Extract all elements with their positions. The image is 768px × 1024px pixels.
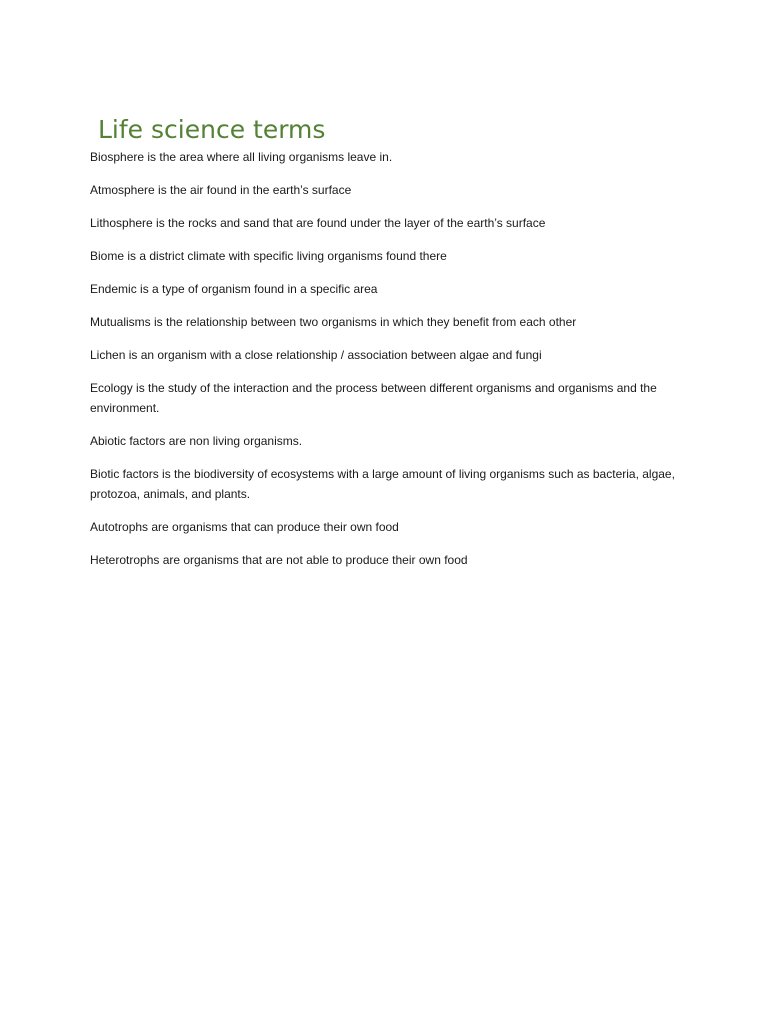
page-title: Life science terms	[98, 115, 326, 144]
term-biosphere: Biosphere is the area where all living organisms leave in.	[90, 150, 393, 164]
term-abiotic-factors: Abiotic factors are non living organisms.	[90, 434, 303, 448]
term-heterotrophs: Heterotrophs are organisms that are not able to produce their own food	[90, 553, 468, 567]
term-ecology: Ecology is the study of the interaction and the process between different organisms and organisms and the environment.	[90, 381, 657, 415]
term-lithosphere: Lithosphere is the rocks and sand that are found under the layer of the earth’s surface	[90, 216, 546, 230]
term-biome: Biome is a district climate with specific living organisms found there	[90, 249, 447, 263]
term-autotrophs: Autotrophs are organisms that can produce their own food	[90, 520, 399, 534]
term-lichen: Lichen is an organism with a close relationship / association between algae and fungi	[90, 348, 542, 362]
term-mutualisms: Mutualisms is the relationship between two organisms in which they benefit from each other	[90, 315, 577, 329]
term-endemic: Endemic is a type of organism found in a specific area	[90, 282, 378, 296]
term-list	[90, 147, 690, 583]
term-atmosphere: Atmosphere is the air found in the earth’s surface	[90, 183, 352, 197]
term-biotic-factors: Biotic factors is the biodiversity of ecosystems with a large amount of living organisms such as bacteria, algae, protozoa, animals, and plants.	[90, 467, 675, 501]
